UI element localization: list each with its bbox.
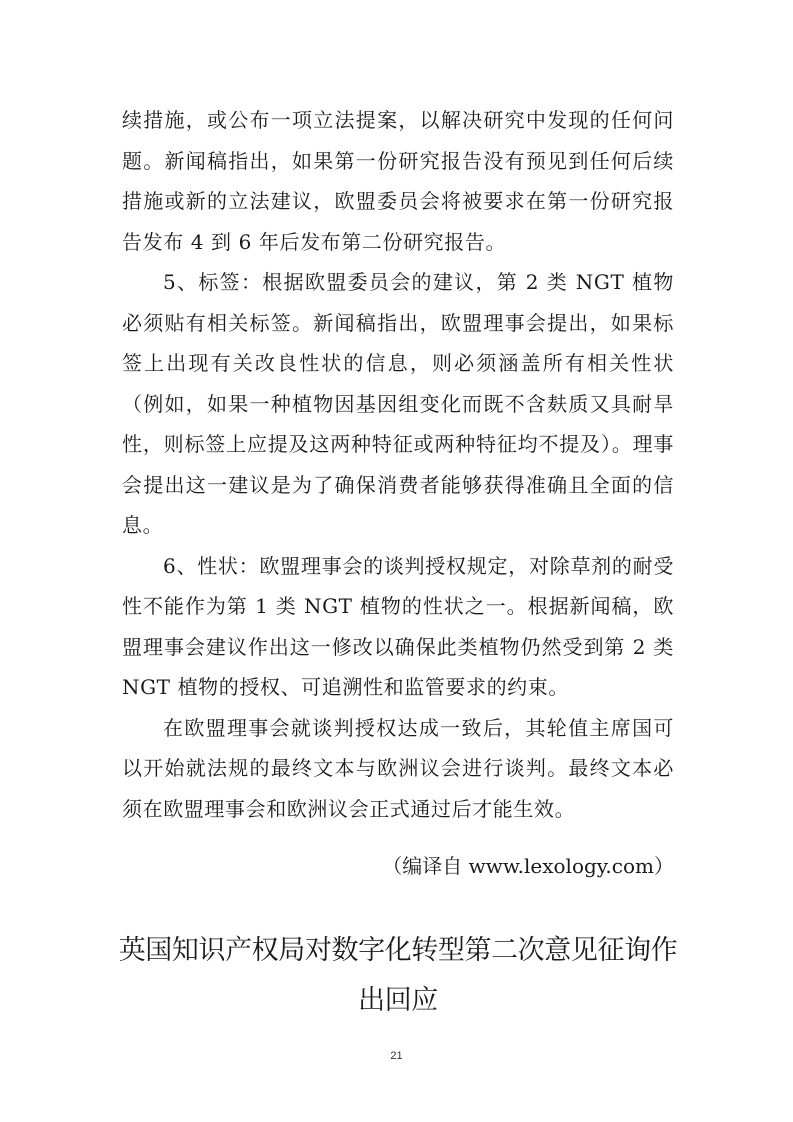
paragraph-next-steps: 在欧盟理事会就谈判授权达成一致后，其轮值主席国可以开始就法规的最终文本与欧洲议会进行谈判。最终文本必须在欧盟理事会和欧洲议会正式通过后才能生效。 bbox=[122, 715, 674, 821]
article-body bbox=[122, 100, 674, 829]
page-number: 21 bbox=[390, 1050, 403, 1062]
paragraph-continuation: 续措施，或公布一项立法提案，以解决研究中发现的任何问题。新闻稿指出，如果第一份研究报告没有预见到任何后续措施或新的立法建议，欧盟委员会将被要求在第一份研究报告发布 4 到 6 年后发布第二份研究报告。 bbox=[122, 108, 674, 254]
section-heading: 英国知识产权局对数字化转型第二次意见征询作出回应 bbox=[118, 935, 678, 1016]
source-attribution: （编译自 www.lexology.com） bbox=[382, 854, 674, 878]
paragraph-labeling: 5、标签：根据欧盟委员会的建议，第 2 类 NGT 植物必须贴有相关标签。新闻稿指出，欧盟理事会提出，如果标签上出现有关改良性状的信息，则必须涵盖所有相关性状（例如，如果一种植物因基因组变化而既不含麸质又具耐旱性，则标签上应提及这两种特征或两种特征均不提及）。理事会提出这一建议是为了确保消费者能够获得准确且全面的信息。 bbox=[122, 270, 674, 537]
paragraph-traits: 6、性状：欧盟理事会的谈判授权规定，对除草剂的耐受性不能作为第 1 类 NGT 植物的性状之一。根据新闻稿，欧盟理事会建议作出这一修改以确保此类植物仍然受到第 2 类 NGT 植物的授权、可追溯性和监管要求的约束。 bbox=[122, 553, 674, 699]
